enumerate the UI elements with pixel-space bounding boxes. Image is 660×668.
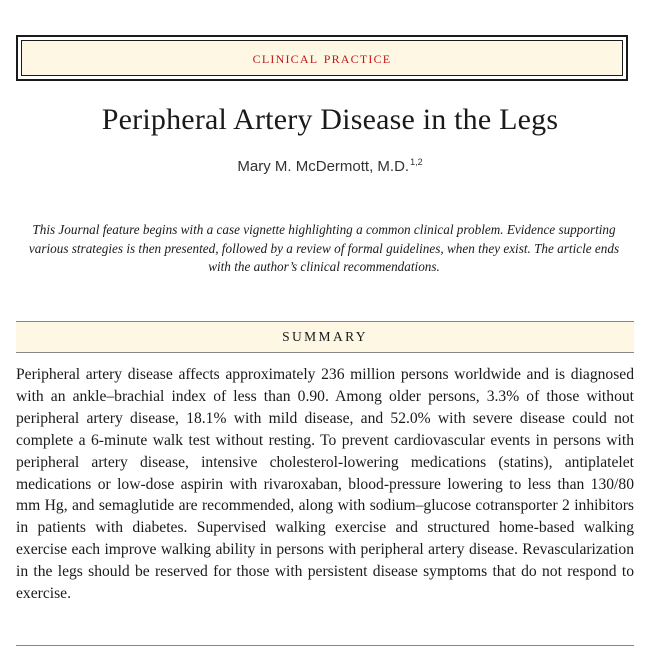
section-banner-inner [21, 40, 623, 76]
article-title: Peripheral Artery Disease in the Legs [101, 103, 559, 136]
summary-body: Peripheral artery disease affects approximately 236 million persons worldwide and is diagnosed with an ankle–brachial index of less than 0.90. Among older persons, 3.3% of those without peripheral artery disease, 18.1% with mild disease, and 52.0% with severe disease could not complete a 6-minute walk test without resting. To prevent cardiovascular events in persons with peripheral artery disease, intensive cholesterol-lowering medications (statins), antiplatelet medications or low-dose aspirin with rivaroxaban, blood-pressure lowering to less than 130/80 mm Hg, and semaglutide are recommended, along with sodium–glucose cotransporter 2 inhibitors in patients with diabetes. Supervised walking exercise and structured home-based walking exercise each improve walking ability in persons with peripheral artery disease. Revascularization in the legs should be reserved for those with persistent disease symptoms that do not respond to exercise. [16, 366, 634, 603]
author-line [0, 157, 660, 175]
summary-header-band [16, 322, 634, 352]
summary-heading: SUMMARY [282, 329, 368, 344]
author-name: Mary M. McDermott, M.D. [237, 158, 410, 175]
summary-bottom-rule [16, 645, 634, 646]
summary-mid-rule [16, 352, 634, 353]
author-affiliations: 1,2 [410, 157, 423, 167]
intro-note: This Journal feature begins with a case vignette highlighting a common clinical problem. Evidence supporting various strategies is then presented, followed by a review of formal guidelines, when they exist. The article ends with the author’s clinical recommendations. [28, 222, 620, 274]
section-label: clinical practice [252, 48, 392, 67]
section-banner [16, 35, 628, 81]
